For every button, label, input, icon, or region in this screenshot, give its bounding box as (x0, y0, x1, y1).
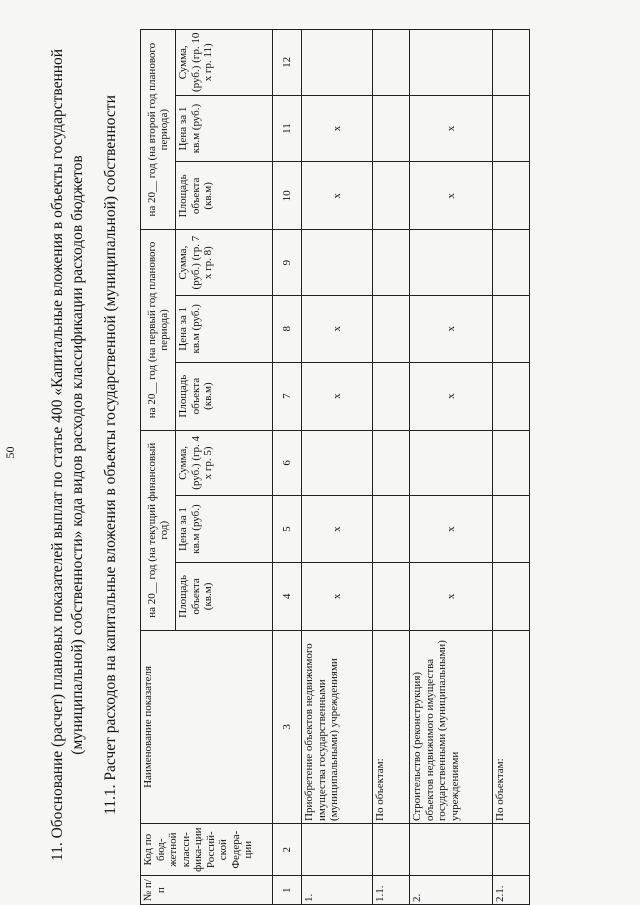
header-row-periods (141, 30, 176, 905)
cell-empty (373, 295, 410, 362)
x-mark: x (302, 496, 373, 563)
column-number: 2 (273, 823, 302, 875)
header-area: Площадь объекта (кв.м) (176, 562, 273, 630)
cell-empty (493, 562, 530, 630)
x-mark: x (302, 562, 373, 630)
row-num: 2.1. (493, 876, 530, 905)
table-row (373, 30, 410, 905)
column-number: 4 (273, 562, 302, 630)
header-indicator-name: Наименование показателя (141, 630, 273, 823)
row-num: 2. (410, 876, 493, 905)
cell-empty (373, 230, 410, 296)
header-period-current: на 20__ год (на текущий финансовый год) (141, 430, 176, 630)
column-number: 6 (273, 430, 302, 496)
column-number: 1 (273, 876, 302, 905)
header-price: Цена за 1 кв.м (руб.) (176, 295, 273, 362)
subsection-heading: 11.1. Расчет расходов на капитальные вложения в объекты государственной (муниципальной) собственности (102, 95, 119, 815)
header-price: Цена за 1 кв.м (руб.) (176, 496, 273, 563)
header-code: Код по бюд-жетной класси-фика-ции Россий-ской Федера-ции (141, 823, 273, 875)
table-row (410, 30, 493, 905)
row-name: По объектам: (373, 630, 410, 823)
x-mark: x (410, 562, 493, 630)
row-num: 1.1. (373, 876, 410, 905)
column-number: 7 (273, 362, 302, 430)
row-code (373, 823, 410, 875)
column-number: 12 (273, 30, 302, 96)
cell-empty (493, 430, 530, 496)
cell-empty (493, 162, 530, 230)
cell-empty (493, 362, 530, 430)
x-mark: x (410, 496, 493, 563)
cell-empty (373, 30, 410, 96)
header-price: Цена за 1 кв.м (руб.) (176, 95, 273, 162)
column-number-row (273, 30, 302, 905)
x-mark: x (302, 95, 373, 162)
header-sum: Сумма, (руб.) (гр. 4 x гр. 5) (176, 430, 273, 496)
calculation-table (140, 29, 530, 905)
header-area: Площадь объекта (кв.м) (176, 162, 273, 230)
x-mark: x (410, 162, 493, 230)
header-area: Площадь объекта (кв.м) (176, 362, 273, 430)
cell-empty (373, 362, 410, 430)
table-row (302, 30, 373, 905)
column-number: 8 (273, 295, 302, 362)
cell-empty (373, 162, 410, 230)
section-heading: 11. Обоснование (расчет) плановых показателей выплат по статье 400 «Капитальные вложения в объекты государственной (муниципальной) собственности» кода видов расходов классификации расходов бюджетов (49, 48, 86, 862)
cell-empty (410, 430, 493, 496)
cell-empty (373, 95, 410, 162)
column-number: 5 (273, 496, 302, 563)
cell-empty (373, 496, 410, 563)
column-number: 10 (273, 162, 302, 230)
header-period-first: на 20__ год (на первый год планового периода) (141, 230, 176, 430)
cell-empty (493, 95, 530, 162)
column-number: 11 (273, 95, 302, 162)
cell-empty (493, 30, 530, 96)
row-name: По объектам: (493, 630, 530, 823)
cell-empty (373, 430, 410, 496)
x-mark: x (410, 362, 493, 430)
cell-empty (302, 230, 373, 296)
column-number: 9 (273, 230, 302, 296)
cell-empty (373, 562, 410, 630)
header-period-second: на 20__ год (на второй год планового периода) (141, 30, 176, 230)
cell-empty (302, 30, 373, 96)
row-code (410, 823, 493, 875)
table-row (493, 30, 530, 905)
column-number: 3 (273, 630, 302, 823)
cell-empty (493, 295, 530, 362)
row-name: Приобретение объектов недвижимого имущества государственными (муниципальными) учреждениями (302, 630, 373, 823)
header-sum: Сумма, (руб.) (гр. 10 x гр. 11) (176, 30, 273, 96)
header-sum: Сумма, (руб.) (гр. 7 x гр. 8) (176, 230, 273, 296)
x-mark: x (410, 295, 493, 362)
header-num: № п/п (141, 876, 273, 905)
page-number: 50 (3, 446, 17, 459)
x-mark: x (302, 295, 373, 362)
row-code (302, 823, 373, 875)
x-mark: x (302, 162, 373, 230)
x-mark: x (410, 95, 493, 162)
x-mark: x (302, 362, 373, 430)
cell-empty (410, 230, 493, 296)
cell-empty (493, 230, 530, 296)
row-num: 1. (302, 876, 373, 905)
row-code (493, 823, 530, 875)
row-name: Строительство (реконструкция) объектов недвижимого имущества государственными (муниципальными) учреждениями (410, 630, 493, 823)
cell-empty (410, 30, 493, 96)
cell-empty (493, 496, 530, 563)
cell-empty (302, 430, 373, 496)
